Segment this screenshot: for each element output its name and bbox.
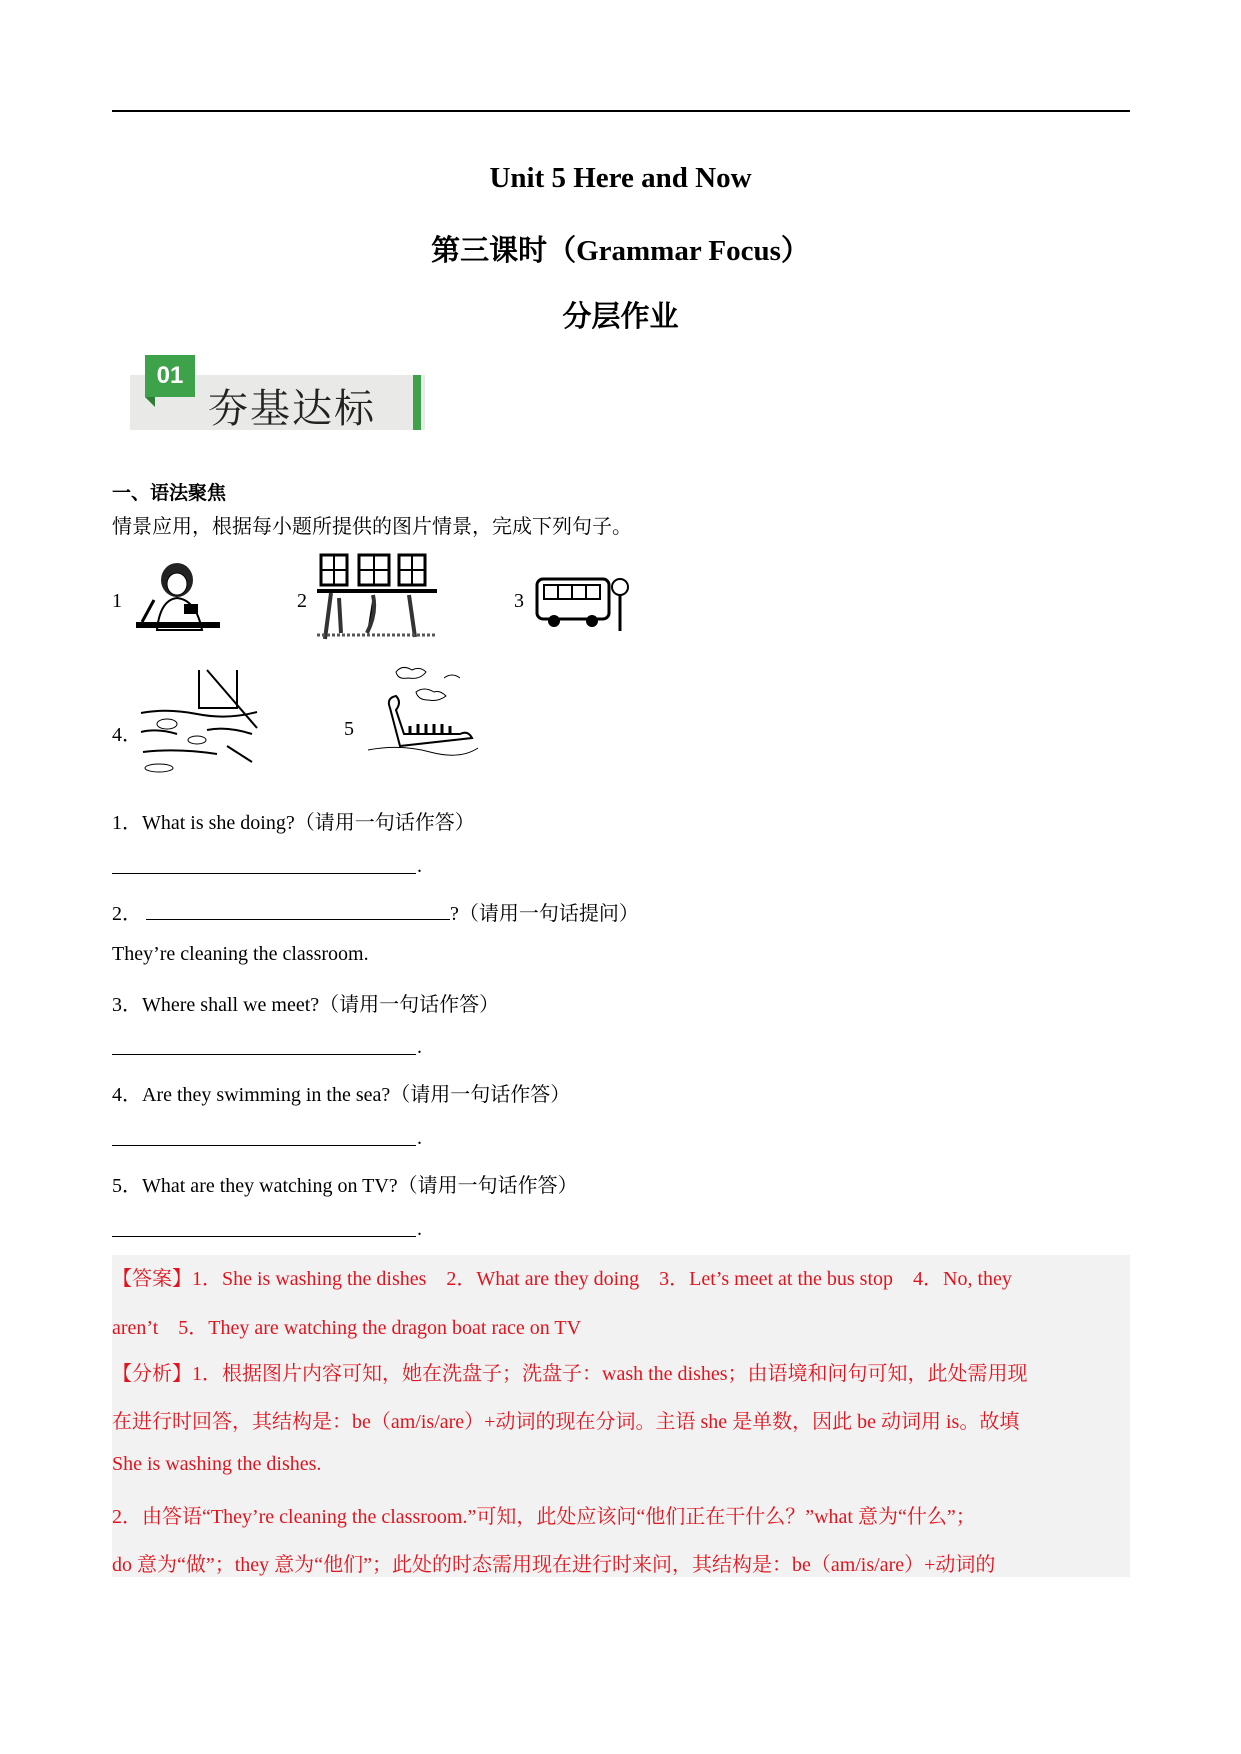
section-instruction: 情景应用，根据每小题所提供的图片情景，完成下列句子。 [112, 516, 632, 538]
bus-stop-icon [534, 573, 630, 633]
picture-label-2: 2 [297, 590, 307, 612]
question-1-number: 1． [112, 812, 142, 834]
analysis-line-5: do 意为“做”；they 意为“他们”；此处的时态需用现在进行时来问，其结构是：be（am/is/are）+动词的 [112, 1554, 996, 1576]
lesson-title: 第三课时（Grammar Focus） [431, 235, 810, 267]
question-5 [112, 1169, 578, 1198]
answer-blank-1-period: . [417, 855, 422, 877]
analysis-line-1: 【分析】1．根据图片内容可知，她在洗盘子；洗盘子：wash the dishes；由语境和问句可知，此处需用现 [112, 1363, 1028, 1385]
question-4-text: Are they swimming in the sea?（请用一句话作答） [142, 1084, 571, 1106]
picture-label-1: 1 [112, 590, 122, 612]
answer-blank-3-period: . [417, 1036, 422, 1058]
answer-blank-5[interactable] [112, 1235, 416, 1237]
answer-blank-5-period: . [417, 1218, 422, 1240]
answer-line-2: aren’t 5．They are watching the dragon boat race on TV [112, 1317, 582, 1339]
question-5-text: What are they watching on TV?（请用一句话作答） [142, 1175, 578, 1197]
analysis-line-4: 2．由答语“They’re cleaning the classroom.”可知，此处应该问“他们正在干什么？”what 意为“什么”； [112, 1506, 976, 1528]
beach-scene-icon [137, 668, 262, 775]
picture-label-5: 5 [344, 718, 354, 740]
question-1-text: What is she doing?（请用一句话作答） [142, 812, 475, 834]
question-3-text: Where shall we meet?（请用一句话作答） [142, 994, 500, 1016]
question-2-number: 2． [112, 903, 142, 925]
analysis-line-3: She is washing the dishes. [112, 1453, 322, 1475]
question-4 [112, 1078, 570, 1107]
banner-number-badge: 01 [145, 355, 195, 397]
answer-blank-3[interactable] [112, 1053, 416, 1055]
question-2-blank[interactable] [146, 918, 450, 920]
section-heading: 一、语法聚焦 [112, 482, 227, 504]
classroom-cleaning-icon [317, 553, 437, 641]
dragon-boat-icon [360, 664, 480, 760]
girl-phone-icon [132, 560, 222, 635]
banner-label: 夯基达标 [208, 386, 376, 432]
homework-title: 分层作业 [562, 301, 679, 333]
question-3-number: 3． [112, 994, 142, 1016]
question-1 [112, 806, 475, 835]
question-2-given-answer: They’re cleaning the classroom. [112, 943, 369, 965]
header-rule [112, 110, 1130, 112]
banner-badge-tail [145, 397, 155, 407]
banner-accent-bar [413, 375, 421, 430]
picture-label-3: 3 [514, 590, 524, 612]
analysis-line-2: 在进行时回答，其结构是：be（am/is/are）+动词的现在分词。主语 she 是单数，因此 be 动词用 is。故填 [112, 1411, 1020, 1433]
question-5-number: 5． [112, 1175, 142, 1197]
answer-blank-4[interactable] [112, 1144, 416, 1146]
question-4-number: 4． [112, 1084, 142, 1106]
question-2-prompt: ?（请用一句话提问） [450, 903, 639, 925]
picture-label-4: 4． [112, 724, 142, 746]
answer-blank-1[interactable] [112, 872, 416, 874]
answer-line-1: 【答案】1．She is washing the dishes 2．What are they doing 3．Let’s meet at the bus stop 4．No, they [112, 1268, 1012, 1290]
answer-blank-4-period: . [417, 1127, 422, 1149]
question-3 [112, 988, 499, 1017]
unit-title: Unit 5 Here and Now [489, 162, 752, 194]
section-banner [130, 355, 425, 433]
